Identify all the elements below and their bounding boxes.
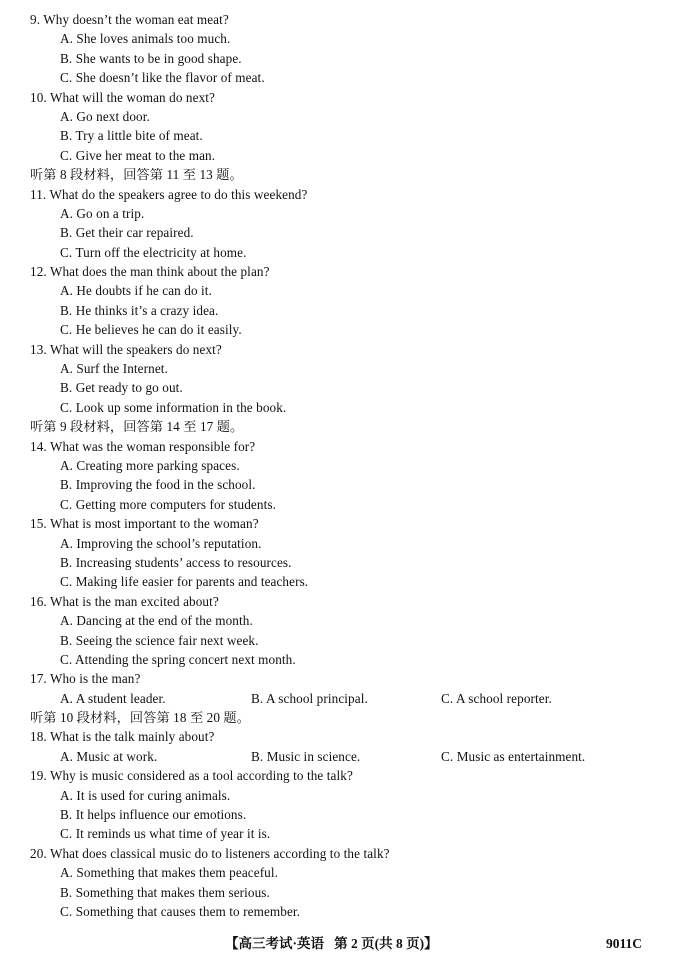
answer-option: C. Making life easier for parents and teachers. (60, 574, 309, 590)
question-stem: 14. What was the woman responsible for? (30, 438, 256, 454)
answer-option: B. Seeing the science fair next week. (60, 632, 259, 648)
answer-option: C. Music as entertainment. (441, 748, 586, 764)
question-stem: 19. Why is music considered as a tool according to the talk? (30, 768, 353, 784)
answer-option: C. Getting more computers for students. (60, 496, 276, 512)
answer-option: A. Music at work. (60, 748, 158, 764)
answer-option: A. She loves animals too much. (60, 31, 231, 47)
answer-option: A. Dancing at the end of the month. (60, 613, 253, 629)
answer-option: B. She wants to be in good shape. (60, 50, 242, 66)
footer-close-bracket: 】 (424, 936, 438, 951)
footer-exam-name: 高三考试 (238, 936, 293, 951)
answer-option: C. Turn off the electricity at home. (60, 244, 247, 260)
question-stem: 12. What does the man think about the plan? (30, 264, 270, 280)
footer-page-info: 第 2 页(共 8 页) (334, 936, 425, 951)
answer-option: A. Improving the school’s reputation. (60, 535, 262, 551)
answer-option: B. Something that makes them serious. (60, 884, 270, 900)
answer-option: C. She doesn’t like the flavor of meat. (60, 70, 265, 86)
question-stem: 17. Who is the man? (30, 671, 141, 687)
answer-option: A. Creating more parking spaces. (60, 457, 240, 473)
answer-option: A. He doubts if he can do it. (60, 283, 212, 299)
answer-option: C. Something that causes them to remember. (60, 903, 301, 919)
inline-options-row (30, 747, 660, 766)
question-stem: 9. Why doesn’t the woman eat meat? (30, 12, 229, 27)
answer-option: B. Try a little bite of meat. (60, 128, 203, 144)
answer-option: C. Give her meat to the man. (60, 147, 216, 163)
answer-option: A. Surf the Internet. (60, 361, 168, 377)
section-instruction: 听第 8 段材料，回答第 11 至 13 题。 (30, 167, 243, 183)
question-stem: 15. What is most important to the woman? (30, 516, 259, 532)
question-list (30, 10, 660, 921)
answer-option: C. A school reporter. (441, 690, 552, 706)
answer-option: A. A student leader. (60, 690, 166, 706)
footer-separator: · (292, 936, 298, 951)
answer-option: A. Go on a trip. (60, 205, 145, 221)
answer-option: B. Get their car repaired. (60, 225, 194, 241)
question-stem: 10. What will the woman do next? (30, 89, 215, 105)
answer-option: B. Get ready to go out. (60, 380, 183, 396)
footer-title (225, 934, 438, 954)
answer-option: B. He thinks it’s a crazy idea. (60, 302, 219, 318)
answer-option: A. Something that makes them peaceful. (60, 865, 279, 881)
section-instruction: 听第 9 段材料，回答第 14 至 17 题。 (30, 419, 244, 435)
footer-subject: 英语 (297, 936, 325, 951)
question-stem: 11. What do the speakers agree to do this weekend? (30, 186, 308, 202)
answer-option: C. It reminds us what time of year it is. (60, 826, 271, 842)
inline-options-row (30, 689, 660, 708)
question-stem: 20. What does classical music do to listeners according to the talk? (30, 845, 390, 861)
section-instruction: 听第 10 段材料，回答第 18 至 20 题。 (30, 710, 250, 726)
answer-option: C. Look up some information in the book. (60, 399, 287, 415)
question-stem: 16. What is the man excited about? (30, 593, 219, 609)
answer-option: A. Go next door. (60, 108, 150, 124)
page-footer (0, 934, 677, 954)
answer-option: B. A school principal. (251, 690, 368, 706)
answer-option: C. He believes he can do it easily. (60, 322, 242, 338)
answer-option: A. It is used for curing animals. (60, 787, 231, 803)
answer-option: B. Increasing students’ access to resources. (60, 554, 292, 570)
footer-open-bracket: 【 (225, 936, 239, 951)
answer-option: C. Attending the spring concert next month. (60, 651, 296, 667)
question-stem: 18. What is the talk mainly about? (30, 729, 215, 745)
answer-option: B. Music in science. (251, 748, 361, 764)
footer-paper-code: 9011C (606, 936, 643, 951)
answer-option: B. Improving the food in the school. (60, 477, 256, 493)
answer-option: B. It helps influence our emotions. (60, 807, 247, 823)
question-stem: 13. What will the speakers do next? (30, 341, 222, 357)
